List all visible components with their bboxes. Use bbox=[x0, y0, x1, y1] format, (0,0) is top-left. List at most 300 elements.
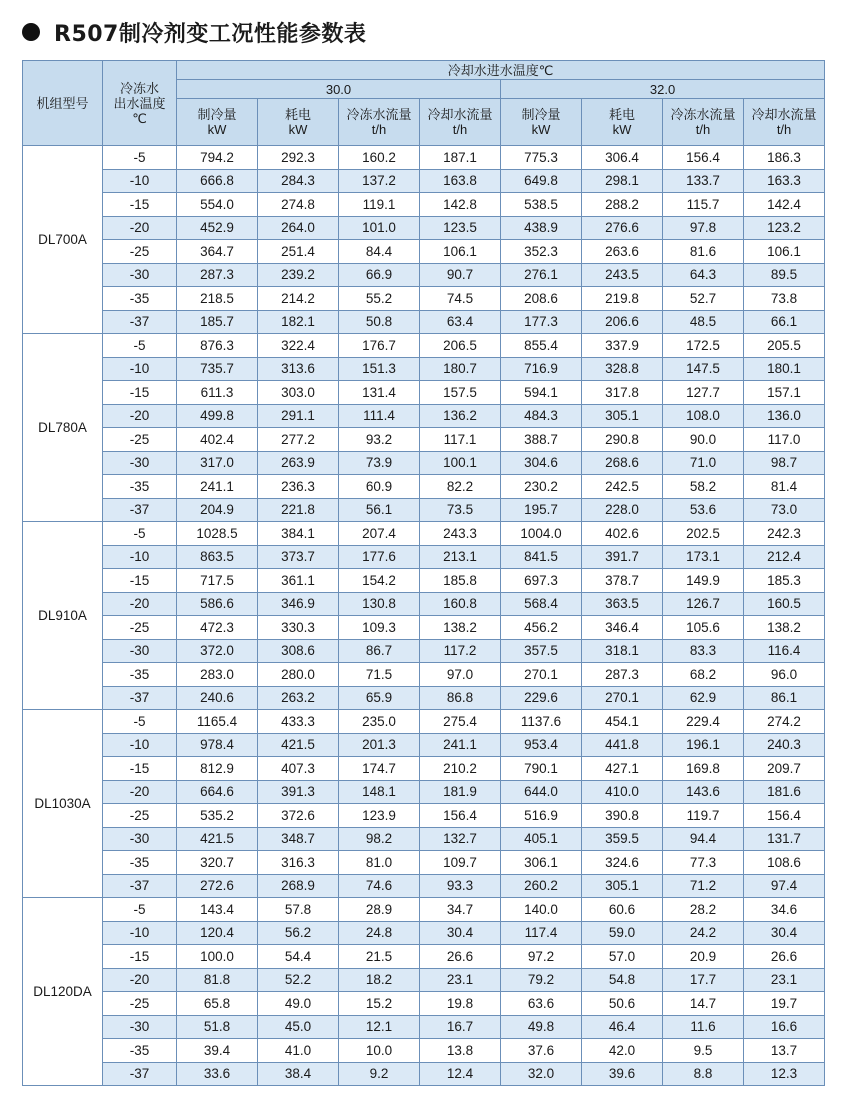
value-cell: 195.7 bbox=[501, 498, 582, 522]
table-row bbox=[23, 1039, 825, 1063]
value-cell: 274.8 bbox=[258, 193, 339, 217]
table-row bbox=[23, 310, 825, 334]
table-row bbox=[23, 522, 825, 546]
value-cell: 97.8 bbox=[663, 216, 744, 240]
table-row bbox=[23, 428, 825, 452]
value-cell: 242.5 bbox=[582, 475, 663, 499]
value-cell: 9.5 bbox=[663, 1039, 744, 1063]
value-cell: 50.6 bbox=[582, 992, 663, 1016]
value-cell: 318.1 bbox=[582, 639, 663, 663]
sub-header-unit: kW bbox=[207, 122, 227, 137]
temp-cell: -25 bbox=[103, 804, 177, 828]
value-cell: 594.1 bbox=[501, 381, 582, 405]
value-cell: 74.5 bbox=[420, 287, 501, 311]
value-cell: 274.2 bbox=[744, 710, 825, 734]
temp-cell: -5 bbox=[103, 334, 177, 358]
value-cell: 239.2 bbox=[258, 263, 339, 287]
temp-cell: -15 bbox=[103, 569, 177, 593]
value-cell: 93.2 bbox=[339, 428, 420, 452]
temp-cell: -35 bbox=[103, 663, 177, 687]
temp-cell: -15 bbox=[103, 757, 177, 781]
value-cell: 111.4 bbox=[339, 404, 420, 428]
value-cell: 454.1 bbox=[582, 710, 663, 734]
value-cell: 352.3 bbox=[501, 240, 582, 264]
value-cell: 790.1 bbox=[501, 757, 582, 781]
value-cell: 119.7 bbox=[663, 804, 744, 828]
value-cell: 151.3 bbox=[339, 357, 420, 381]
value-cell: 538.5 bbox=[501, 193, 582, 217]
value-cell: 117.4 bbox=[501, 921, 582, 945]
value-cell: 132.7 bbox=[420, 827, 501, 851]
sub-header-cell bbox=[501, 99, 582, 146]
value-cell: 117.1 bbox=[420, 428, 501, 452]
value-cell: 123.2 bbox=[744, 216, 825, 240]
value-cell: 73.5 bbox=[420, 498, 501, 522]
value-cell: 65.8 bbox=[177, 992, 258, 1016]
value-cell: 402.4 bbox=[177, 428, 258, 452]
value-cell: 441.8 bbox=[582, 733, 663, 757]
value-cell: 73.9 bbox=[339, 451, 420, 475]
value-cell: 174.7 bbox=[339, 757, 420, 781]
temp-cell: -10 bbox=[103, 357, 177, 381]
value-cell: 28.2 bbox=[663, 898, 744, 922]
value-cell: 611.3 bbox=[177, 381, 258, 405]
temp-cell: -30 bbox=[103, 639, 177, 663]
value-cell: 204.9 bbox=[177, 498, 258, 522]
value-cell: 71.0 bbox=[663, 451, 744, 475]
value-cell: 180.1 bbox=[744, 357, 825, 381]
value-cell: 372.0 bbox=[177, 639, 258, 663]
value-cell: 402.6 bbox=[582, 522, 663, 546]
value-cell: 42.0 bbox=[582, 1039, 663, 1063]
model-name-cell: DL780A bbox=[23, 334, 103, 522]
value-cell: 140.0 bbox=[501, 898, 582, 922]
value-cell: 337.9 bbox=[582, 334, 663, 358]
value-cell: 812.9 bbox=[177, 757, 258, 781]
value-cell: 71.5 bbox=[339, 663, 420, 687]
value-cell: 86.1 bbox=[744, 686, 825, 710]
table-row bbox=[23, 357, 825, 381]
value-cell: 263.2 bbox=[258, 686, 339, 710]
value-cell: 119.1 bbox=[339, 193, 420, 217]
value-cell: 313.6 bbox=[258, 357, 339, 381]
value-cell: 218.5 bbox=[177, 287, 258, 311]
value-cell: 228.0 bbox=[582, 498, 663, 522]
sub-header-unit: kW bbox=[612, 122, 632, 137]
model-name-cell: DL910A bbox=[23, 522, 103, 710]
value-cell: 280.0 bbox=[258, 663, 339, 687]
sub-header-cell bbox=[339, 99, 420, 146]
value-cell: 89.5 bbox=[744, 263, 825, 287]
value-cell: 586.6 bbox=[177, 592, 258, 616]
value-cell: 363.5 bbox=[582, 592, 663, 616]
value-cell: 115.7 bbox=[663, 193, 744, 217]
value-cell: 12.4 bbox=[420, 1062, 501, 1086]
value-cell: 1165.4 bbox=[177, 710, 258, 734]
temp-cell: -35 bbox=[103, 475, 177, 499]
group-b-header: 32.0 bbox=[501, 80, 825, 99]
temp-cell: -35 bbox=[103, 851, 177, 875]
value-cell: 30.4 bbox=[420, 921, 501, 945]
value-cell: 978.4 bbox=[177, 733, 258, 757]
value-cell: 93.3 bbox=[420, 874, 501, 898]
value-cell: 149.9 bbox=[663, 569, 744, 593]
temp-cell: -35 bbox=[103, 287, 177, 311]
sub-header-name: 冷却水流量 bbox=[751, 107, 817, 122]
value-cell: 19.7 bbox=[744, 992, 825, 1016]
value-cell: 378.7 bbox=[582, 569, 663, 593]
title-bar bbox=[22, 16, 366, 48]
value-cell: 240.3 bbox=[744, 733, 825, 757]
value-cell: 855.4 bbox=[501, 334, 582, 358]
temp-cell: -10 bbox=[103, 733, 177, 757]
value-cell: 117.0 bbox=[744, 428, 825, 452]
performance-table bbox=[22, 60, 825, 1086]
value-cell: 13.7 bbox=[744, 1039, 825, 1063]
value-cell: 172.5 bbox=[663, 334, 744, 358]
value-cell: 66.1 bbox=[744, 310, 825, 334]
value-cell: 359.5 bbox=[582, 827, 663, 851]
value-cell: 33.6 bbox=[177, 1062, 258, 1086]
table-row bbox=[23, 686, 825, 710]
temp-cell: -20 bbox=[103, 968, 177, 992]
value-cell: 208.6 bbox=[501, 287, 582, 311]
table-row bbox=[23, 475, 825, 499]
value-cell: 229.6 bbox=[501, 686, 582, 710]
value-cell: 24.8 bbox=[339, 921, 420, 945]
value-cell: 236.3 bbox=[258, 475, 339, 499]
value-cell: 79.2 bbox=[501, 968, 582, 992]
value-cell: 28.9 bbox=[339, 898, 420, 922]
value-cell: 86.7 bbox=[339, 639, 420, 663]
value-cell: 210.2 bbox=[420, 757, 501, 781]
value-cell: 30.4 bbox=[744, 921, 825, 945]
value-cell: 138.2 bbox=[420, 616, 501, 640]
value-cell: 841.5 bbox=[501, 545, 582, 569]
table-row bbox=[23, 1015, 825, 1039]
value-cell: 109.7 bbox=[420, 851, 501, 875]
table-row bbox=[23, 992, 825, 1016]
value-cell: 229.4 bbox=[663, 710, 744, 734]
table-row bbox=[23, 240, 825, 264]
table-row bbox=[23, 146, 825, 170]
table-row bbox=[23, 639, 825, 663]
value-cell: 18.2 bbox=[339, 968, 420, 992]
model-name-cell: DL1030A bbox=[23, 710, 103, 898]
sub-header-cell bbox=[420, 99, 501, 146]
value-cell: 64.3 bbox=[663, 263, 744, 287]
value-cell: 71.2 bbox=[663, 874, 744, 898]
sub-header-cell bbox=[177, 99, 258, 146]
value-cell: 288.2 bbox=[582, 193, 663, 217]
value-cell: 391.3 bbox=[258, 780, 339, 804]
value-cell: 48.5 bbox=[663, 310, 744, 334]
value-cell: 108.0 bbox=[663, 404, 744, 428]
value-cell: 12.3 bbox=[744, 1062, 825, 1086]
value-cell: 348.7 bbox=[258, 827, 339, 851]
value-cell: 346.9 bbox=[258, 592, 339, 616]
value-cell: 58.2 bbox=[663, 475, 744, 499]
table-row bbox=[23, 663, 825, 687]
value-cell: 49.8 bbox=[501, 1015, 582, 1039]
value-cell: 84.4 bbox=[339, 240, 420, 264]
value-cell: 260.2 bbox=[501, 874, 582, 898]
value-cell: 373.7 bbox=[258, 545, 339, 569]
table-row bbox=[23, 851, 825, 875]
temp-cell: -30 bbox=[103, 451, 177, 475]
value-cell: 185.3 bbox=[744, 569, 825, 593]
value-cell: 268.6 bbox=[582, 451, 663, 475]
value-cell: 142.4 bbox=[744, 193, 825, 217]
value-cell: 100.1 bbox=[420, 451, 501, 475]
value-cell: 207.4 bbox=[339, 522, 420, 546]
value-cell: 649.8 bbox=[501, 169, 582, 193]
value-cell: 346.4 bbox=[582, 616, 663, 640]
value-cell: 251.4 bbox=[258, 240, 339, 264]
value-cell: 100.0 bbox=[177, 945, 258, 969]
value-cell: 291.1 bbox=[258, 404, 339, 428]
temp-cell: -20 bbox=[103, 404, 177, 428]
value-cell: 357.5 bbox=[501, 639, 582, 663]
page-title: R507制冷剂变工况性能参数表 bbox=[54, 21, 367, 47]
value-cell: 206.5 bbox=[420, 334, 501, 358]
temp-column-header bbox=[103, 61, 177, 146]
value-cell: 62.9 bbox=[663, 686, 744, 710]
value-cell: 535.2 bbox=[177, 804, 258, 828]
value-cell: 97.0 bbox=[420, 663, 501, 687]
value-cell: 74.6 bbox=[339, 874, 420, 898]
value-cell: 263.6 bbox=[582, 240, 663, 264]
value-cell: 433.3 bbox=[258, 710, 339, 734]
value-cell: 180.7 bbox=[420, 357, 501, 381]
temp-cell: -30 bbox=[103, 827, 177, 851]
value-cell: 361.1 bbox=[258, 569, 339, 593]
value-cell: 157.1 bbox=[744, 381, 825, 405]
temp-cell: -30 bbox=[103, 263, 177, 287]
value-cell: 272.6 bbox=[177, 874, 258, 898]
value-cell: 49.0 bbox=[258, 992, 339, 1016]
value-cell: 328.8 bbox=[582, 357, 663, 381]
sub-header-unit: t/h bbox=[776, 122, 792, 137]
value-cell: 106.1 bbox=[420, 240, 501, 264]
value-cell: 45.0 bbox=[258, 1015, 339, 1039]
value-cell: 57.0 bbox=[582, 945, 663, 969]
temp-cell: -5 bbox=[103, 146, 177, 170]
value-cell: 136.0 bbox=[744, 404, 825, 428]
value-cell: 54.4 bbox=[258, 945, 339, 969]
value-cell: 644.0 bbox=[501, 780, 582, 804]
table-body bbox=[23, 146, 825, 1086]
table-header bbox=[23, 61, 825, 146]
value-cell: 66.9 bbox=[339, 263, 420, 287]
value-cell: 53.6 bbox=[663, 498, 744, 522]
sub-header-unit: t/h bbox=[452, 122, 468, 137]
value-cell: 421.5 bbox=[177, 827, 258, 851]
value-cell: 59.0 bbox=[582, 921, 663, 945]
value-cell: 109.3 bbox=[339, 616, 420, 640]
value-cell: 82.2 bbox=[420, 475, 501, 499]
value-cell: 73.0 bbox=[744, 498, 825, 522]
value-cell: 90.7 bbox=[420, 263, 501, 287]
model-column-header: 机组型号 bbox=[23, 61, 103, 146]
group-a-header: 30.0 bbox=[177, 80, 501, 99]
value-cell: 39.4 bbox=[177, 1039, 258, 1063]
table-row bbox=[23, 616, 825, 640]
table-row bbox=[23, 804, 825, 828]
value-cell: 410.0 bbox=[582, 780, 663, 804]
value-cell: 284.3 bbox=[258, 169, 339, 193]
temp-cell: -37 bbox=[103, 498, 177, 522]
temp-cell: -25 bbox=[103, 240, 177, 264]
sub-header-cell bbox=[663, 99, 744, 146]
temp-cell: -15 bbox=[103, 381, 177, 405]
value-cell: 94.4 bbox=[663, 827, 744, 851]
value-cell: 324.6 bbox=[582, 851, 663, 875]
value-cell: 51.8 bbox=[177, 1015, 258, 1039]
value-cell: 276.6 bbox=[582, 216, 663, 240]
value-cell: 52.2 bbox=[258, 968, 339, 992]
value-cell: 50.8 bbox=[339, 310, 420, 334]
value-cell: 160.2 bbox=[339, 146, 420, 170]
value-cell: 863.5 bbox=[177, 545, 258, 569]
temp-cell: -37 bbox=[103, 310, 177, 334]
value-cell: 163.8 bbox=[420, 169, 501, 193]
value-cell: 130.8 bbox=[339, 592, 420, 616]
value-cell: 264.0 bbox=[258, 216, 339, 240]
value-cell: 391.7 bbox=[582, 545, 663, 569]
sub-header-unit: kW bbox=[531, 122, 551, 137]
value-cell: 8.8 bbox=[663, 1062, 744, 1086]
value-cell: 147.5 bbox=[663, 357, 744, 381]
value-cell: 20.9 bbox=[663, 945, 744, 969]
value-cell: 17.7 bbox=[663, 968, 744, 992]
value-cell: 484.3 bbox=[501, 404, 582, 428]
value-cell: 12.1 bbox=[339, 1015, 420, 1039]
value-cell: 876.3 bbox=[177, 334, 258, 358]
value-cell: 241.1 bbox=[177, 475, 258, 499]
table-row bbox=[23, 733, 825, 757]
value-cell: 292.3 bbox=[258, 146, 339, 170]
value-cell: 390.8 bbox=[582, 804, 663, 828]
value-cell: 10.0 bbox=[339, 1039, 420, 1063]
value-cell: 143.6 bbox=[663, 780, 744, 804]
value-cell: 499.8 bbox=[177, 404, 258, 428]
value-cell: 163.3 bbox=[744, 169, 825, 193]
value-cell: 303.0 bbox=[258, 381, 339, 405]
value-cell: 230.2 bbox=[501, 475, 582, 499]
value-cell: 316.3 bbox=[258, 851, 339, 875]
value-cell: 148.1 bbox=[339, 780, 420, 804]
value-cell: 126.7 bbox=[663, 592, 744, 616]
value-cell: 263.9 bbox=[258, 451, 339, 475]
temp-cell: -37 bbox=[103, 1062, 177, 1086]
sub-header-unit: t/h bbox=[371, 122, 387, 137]
value-cell: 270.1 bbox=[582, 686, 663, 710]
value-cell: 322.4 bbox=[258, 334, 339, 358]
value-cell: 117.2 bbox=[420, 639, 501, 663]
value-cell: 32.0 bbox=[501, 1062, 582, 1086]
value-cell: 63.4 bbox=[420, 310, 501, 334]
sub-header-name: 冷冻水流量 bbox=[346, 107, 412, 122]
temp-cell: -5 bbox=[103, 522, 177, 546]
temp-cell: -5 bbox=[103, 898, 177, 922]
table-row bbox=[23, 757, 825, 781]
temp-header-line1: 冷冻水 bbox=[119, 80, 159, 96]
value-cell: 173.1 bbox=[663, 545, 744, 569]
value-cell: 240.6 bbox=[177, 686, 258, 710]
value-cell: 330.3 bbox=[258, 616, 339, 640]
value-cell: 26.6 bbox=[420, 945, 501, 969]
value-cell: 568.4 bbox=[501, 592, 582, 616]
value-cell: 116.4 bbox=[744, 639, 825, 663]
value-cell: 306.1 bbox=[501, 851, 582, 875]
value-cell: 268.9 bbox=[258, 874, 339, 898]
value-cell: 185.7 bbox=[177, 310, 258, 334]
temp-cell: -25 bbox=[103, 992, 177, 1016]
value-cell: 794.2 bbox=[177, 146, 258, 170]
sub-header-unit: kW bbox=[288, 122, 308, 137]
value-cell: 81.4 bbox=[744, 475, 825, 499]
value-cell: 131.4 bbox=[339, 381, 420, 405]
value-cell: 98.2 bbox=[339, 827, 420, 851]
value-cell: 123.5 bbox=[420, 216, 501, 240]
value-cell: 202.5 bbox=[663, 522, 744, 546]
value-cell: 664.6 bbox=[177, 780, 258, 804]
value-cell: 206.6 bbox=[582, 310, 663, 334]
value-cell: 15.2 bbox=[339, 992, 420, 1016]
value-cell: 219.8 bbox=[582, 287, 663, 311]
value-cell: 243.5 bbox=[582, 263, 663, 287]
value-cell: 54.8 bbox=[582, 968, 663, 992]
temp-cell: -20 bbox=[103, 592, 177, 616]
value-cell: 372.6 bbox=[258, 804, 339, 828]
value-cell: 68.2 bbox=[663, 663, 744, 687]
value-cell: 97.4 bbox=[744, 874, 825, 898]
sub-header-name: 冷冻水流量 bbox=[670, 107, 736, 122]
value-cell: 156.4 bbox=[744, 804, 825, 828]
value-cell: 186.3 bbox=[744, 146, 825, 170]
value-cell: 304.6 bbox=[501, 451, 582, 475]
value-cell: 317.8 bbox=[582, 381, 663, 405]
table-row bbox=[23, 169, 825, 193]
sub-header-cell bbox=[582, 99, 663, 146]
value-cell: 73.8 bbox=[744, 287, 825, 311]
value-cell: 697.3 bbox=[501, 569, 582, 593]
value-cell: 308.6 bbox=[258, 639, 339, 663]
value-cell: 177.6 bbox=[339, 545, 420, 569]
value-cell: 205.5 bbox=[744, 334, 825, 358]
value-cell: 56.2 bbox=[258, 921, 339, 945]
value-cell: 157.5 bbox=[420, 381, 501, 405]
value-cell: 283.0 bbox=[177, 663, 258, 687]
temp-cell: -35 bbox=[103, 1039, 177, 1063]
table-row bbox=[23, 780, 825, 804]
value-cell: 407.3 bbox=[258, 757, 339, 781]
table-row bbox=[23, 404, 825, 428]
value-cell: 46.4 bbox=[582, 1015, 663, 1039]
table-row bbox=[23, 898, 825, 922]
temp-cell: -37 bbox=[103, 686, 177, 710]
table-row bbox=[23, 451, 825, 475]
value-cell: 154.2 bbox=[339, 569, 420, 593]
temp-cell: -10 bbox=[103, 545, 177, 569]
value-cell: 735.7 bbox=[177, 357, 258, 381]
value-cell: 277.2 bbox=[258, 428, 339, 452]
value-cell: 306.4 bbox=[582, 146, 663, 170]
table-row bbox=[23, 334, 825, 358]
value-cell: 56.1 bbox=[339, 498, 420, 522]
temp-cell: -20 bbox=[103, 780, 177, 804]
